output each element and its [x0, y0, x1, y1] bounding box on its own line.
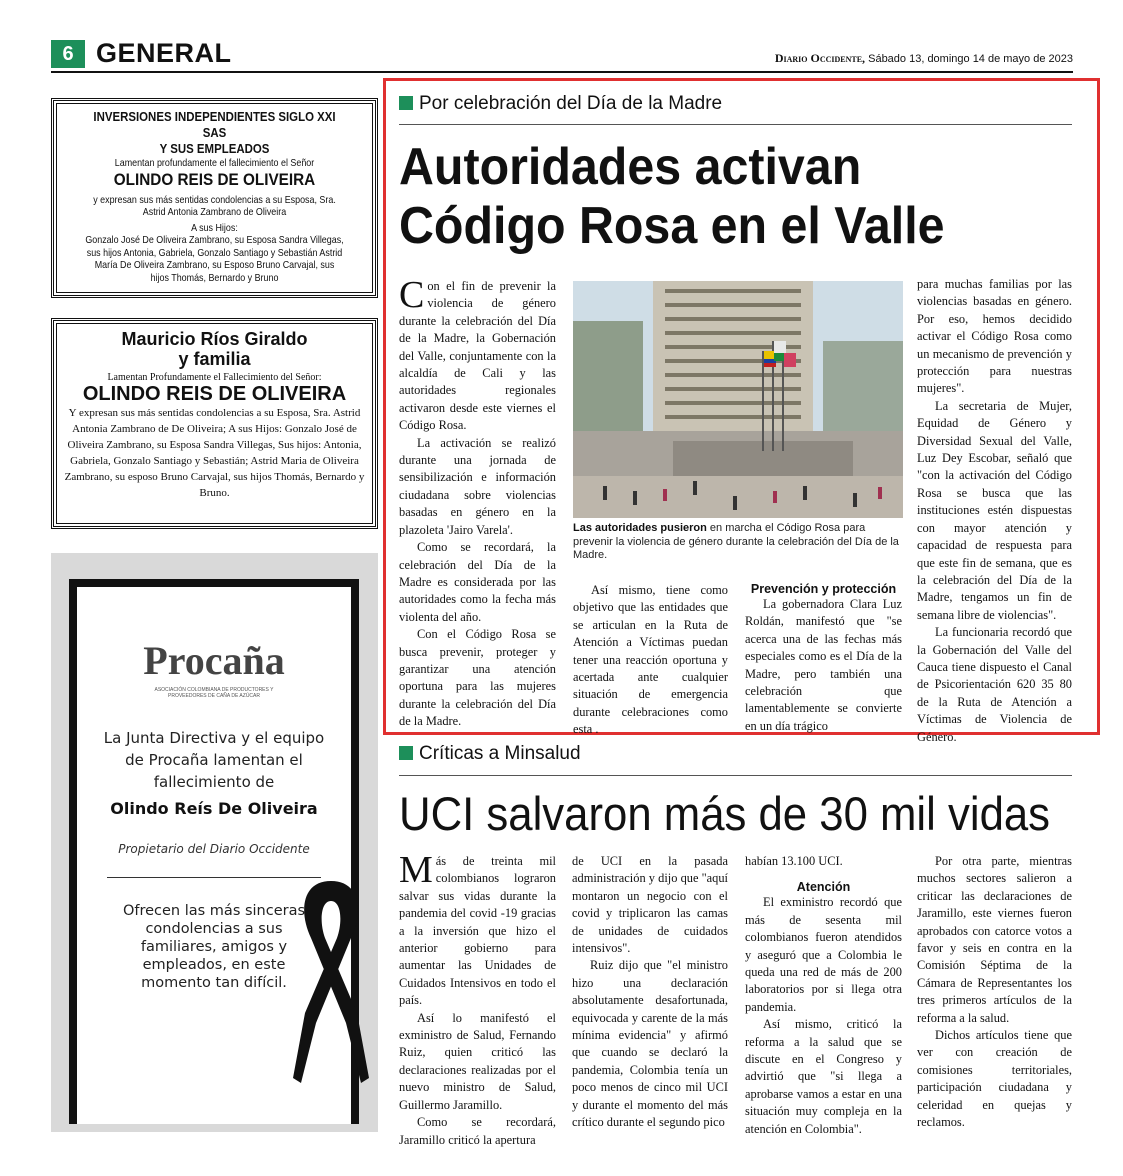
ad-deceased-name: Olindo Reís De Oliveira [110, 799, 318, 818]
article2-column-3 [745, 853, 902, 1138]
article1-kicker-text: Por celebración del Día de la Madre [419, 93, 723, 114]
obit2-family-2: y familia [178, 349, 251, 369]
obit1-children-intro: A sus Hijos: [191, 221, 238, 234]
dateline [775, 51, 1073, 66]
article1-column-2 [573, 582, 728, 739]
kicker-square-icon [399, 746, 413, 760]
obituary-notice-1 [51, 98, 378, 298]
article2-col4-p1: Por otra parte, mientras muchos sectores salieron a criticar las declaraciones de Jaramillo, este viernes fueron aprobados con catorce votos a favor y seis en contra en la Comisión Séptima de la Cámara de Representantes los tres primeros artículos de la reforma a la salud. [917, 854, 1072, 1025]
article1-headline [399, 138, 945, 256]
article1-column-1 [399, 274, 556, 731]
article2-col4-p2: Dichos artículos tiene que ver con creación de comisiones territoriales, participación ciudadana y celeridad en quejas y reclamos. [917, 1028, 1072, 1130]
mourning-ribbon-icon [291, 873, 371, 1123]
section-title: GENERAL [96, 38, 232, 68]
article1-column-3 [745, 582, 902, 735]
article2-column-4 [917, 853, 1072, 1132]
article1-col1-p1: on el fin de prevenir la violencia de género durante la celebración del Día de la Madre, la Gobernación del Valle, conjuntamente con la alcaldía de Cali y las autoridades regionales activaron desde este viernes el Código Rosa. [399, 279, 556, 433]
article2-column-2 [572, 853, 728, 1132]
page-number: 6 [51, 40, 85, 68]
article1-col1-p2: La activación se realizó durante una jornada de sensibilización e información ciudadana sobre violencias basadas en género en la plazoleta 'Jairo Varela'. [399, 435, 556, 537]
article2-column-1 [399, 849, 556, 1149]
article2-dropcap: M [399, 849, 433, 891]
article1-col4-p2: La secretaria de Mujer, Equidad de Género y Diversidad Sexual del Valle, Luz Dey Escobar, señaló que "con la activación del Código Rosa se busca que las instituciones estén dispuestas con mayor atención y capacidad de respuesta para que este fin de semana, que es la celebración del Día de la Madre, tengamos un fin de semana libre de violencias". [917, 398, 1072, 622]
ad-role: Propietario del Diario Occidente [118, 842, 310, 856]
article2-col1-p2: Así lo manifestó el exministro de Salud, Fernando Ruiz, quien criticó las declaraciones realizadas por el nuevo ministro de Salud, Guillermo Jaramillo. [399, 1010, 556, 1112]
obituary-notice-2 [51, 318, 378, 529]
article1-dropcap: C [399, 274, 425, 316]
article2-kicker-text: Críticas a Minsalud [419, 743, 581, 764]
article2-col3-p2: El exministro recordó que más de sesenta mil colombianos fueron atendidos y aseguró que a Colombia le queda una red de más de 200 laboratorios por si llega otra pandemia. [745, 895, 902, 1014]
article1-col1-p3: Como se recordará, la celebración del Día de la Madre es considerada por las autoridades como la fecha más violenta del año. [399, 540, 556, 624]
article2-kicker [399, 743, 581, 765]
article2-col2-p1: de UCI en la pasada administración y dijo que "aquí montaron un negocio con el covid y triplicaron las camas de unidades de cuidados intensivos". [572, 854, 728, 956]
article1-subhead: Prevención y protección [750, 582, 897, 596]
ad-text: La Junta Directiva y el equipo de Procaña lamentan el fallecimiento de [103, 729, 325, 791]
obit2-body: Y expresan sus más sentidas condolencias a su Esposa, Sra. Astrid Antonia Zambrano de De Oliveira; A sus Hijos: Gonzalo José de Oliveira Zambrano, su Esposa Sandra Villegas, Sus hijos: Antonia, Gabriela, Gonzalo Santiago y Sebastián; Astrid Maria de Oliveira Zambrano, su esposo Bruno Carvajal, sus hijos Thomás, Bernardo y Bruno. [64, 407, 365, 499]
article1-kicker-rule [399, 124, 1072, 125]
article2-col2-p2: Ruiz dijo que "el ministro hizo una declaración absolutamente desafortunada, equivocada y carente de la más mínima evidencia" y afirmó que cuando se declaró la pandemia, Colombia tenía un poco menos de cinco mil UCI y durante el momento del más crítico durante el segundo pico [572, 958, 728, 1130]
obit1-condolence: y expresan sus más sentidas condolencias a su Esposa, Sra. Astrid Antonia Zambrano de Oliveira [93, 193, 336, 218]
article2-col1-p1: ás de treinta mil colombianos lograron salvar sus vidas durante la pandemia del covid -19 gracias a la inversión que hizo el anterior gobierno para aumentar las Unidades de Cuidados Intensivos en todo el país. [399, 854, 556, 1008]
article1-photo-caption [573, 522, 903, 563]
caption-text: en marcha el Código Rosa para prevenir la violencia de género durante la celebración del Día de la Madre. [573, 522, 899, 561]
paper-name: Diario Occidente, [774, 51, 866, 65]
obit2-deceased-name: OLINDO REIS DE OLIVEIRA [82, 383, 347, 405]
obit1-lament: Lamentan profundamente el fallecimiento el Señor [114, 157, 315, 169]
obit1-company: INVERSIONES INDEPENDIENTES SIGLO XXI SAS [93, 109, 336, 140]
obit2-family: Mauricio Ríos Giraldo [121, 329, 308, 349]
ad-divider [107, 877, 321, 878]
article1-kicker [399, 93, 722, 115]
kicker-square-icon [399, 96, 413, 110]
article1-photo [573, 281, 903, 518]
procana-logo: Procaña [143, 638, 285, 683]
procana-condolence-ad [51, 553, 378, 1132]
article2-headline: UCI salvaron más de 30 mil vidas [399, 787, 1051, 840]
article1-col2-p1: Así mismo, tiene como objetivo que las entidades que se articulan en la Ruta de Atención a Víctimas puedan tener una reacción oportuna y acertada ante cualquier situación de emergencia durante celebraciones como esta . [573, 583, 728, 737]
article2-subhead: Atención [796, 880, 851, 895]
article1-col4-p3: La funcionaria recordó que la Gobernación del Valle del Cauca tiene dispuesto el Canal de Psicorientación 620 35 80 de la Ruta de Atención a Víctimas de Violencia de Género. [917, 625, 1072, 744]
article2-col3-p1: habían 13.100 UCI. [745, 854, 843, 868]
header-rule [51, 71, 1073, 73]
obit1-deceased-name: OLINDO REIS DE OLIVEIRA [113, 169, 316, 189]
article1-headline-line1: Autoridades activan [399, 138, 862, 196]
article1-headline-line2: Código Rosa en el Valle [399, 197, 945, 255]
issue-date: Sábado 13, domingo 14 de mayo de 2023 [868, 53, 1073, 65]
obit1-children: Gonzalo José De Oliveira Zambrano, su Esposa Sandra Villegas, sus hijos Antonia, Gabriela, Gonzalo Santiago y Sebastián Astrid María De Oliveira Zambrano, su Esposo Bruno Carvajal, sus hijos Thomás, Bernardo y Bruno [85, 234, 344, 284]
article1-col4-p1: para muchas familias por las violencias basadas en género. Por eso, hemos decidido activar el Código Rosa como un mecanismo de prevención y protección para nuestras mujeres". [917, 277, 1072, 396]
article1-col3-p1: La gobernadora Clara Luz Roldán, manifestó que "se acerca una de las fechas más especiales como es el Día de la Madre, pero también una celebración que lamentablemente se convierte en un día trágico [745, 597, 902, 733]
ad-condolences: Ofrecen las más sinceras condolencias a sus familiares, amigos y empleados, en este momento tan difícil. [122, 903, 306, 991]
procana-logo-sub: ASOCIACIÓN COLOMBIANA DE PRODUCTORES Y PROVEEDORES DE CAÑA DE AZÚCAR [154, 687, 274, 699]
article2-kicker-rule [399, 775, 1072, 776]
obit2-lament: Lamentan Profundamente el Fallecimiento del Señor: [107, 372, 322, 383]
article2-col1-p3: Como se recordará, Jaramillo criticó la apertura [399, 1115, 556, 1147]
article2-col3-p3: Así mismo, criticó la reforma a la salud que se discute en el Congreso y advirtió que "si llega a aprobarse vamos a estar en una situación muy compleja en la atención en Colombia". [745, 1017, 902, 1136]
caption-lead: Las autoridades pusieron [573, 522, 707, 534]
article1-column-4 [917, 276, 1072, 746]
obit1-company-2: Y SUS EMPLEADOS [159, 141, 270, 156]
article1-col1-p4: Con el Código Rosa se busca prevenir, proteger y garantizar una atención oportuna para las mujeres durante la celebración del Día de la Madre. [399, 627, 556, 729]
